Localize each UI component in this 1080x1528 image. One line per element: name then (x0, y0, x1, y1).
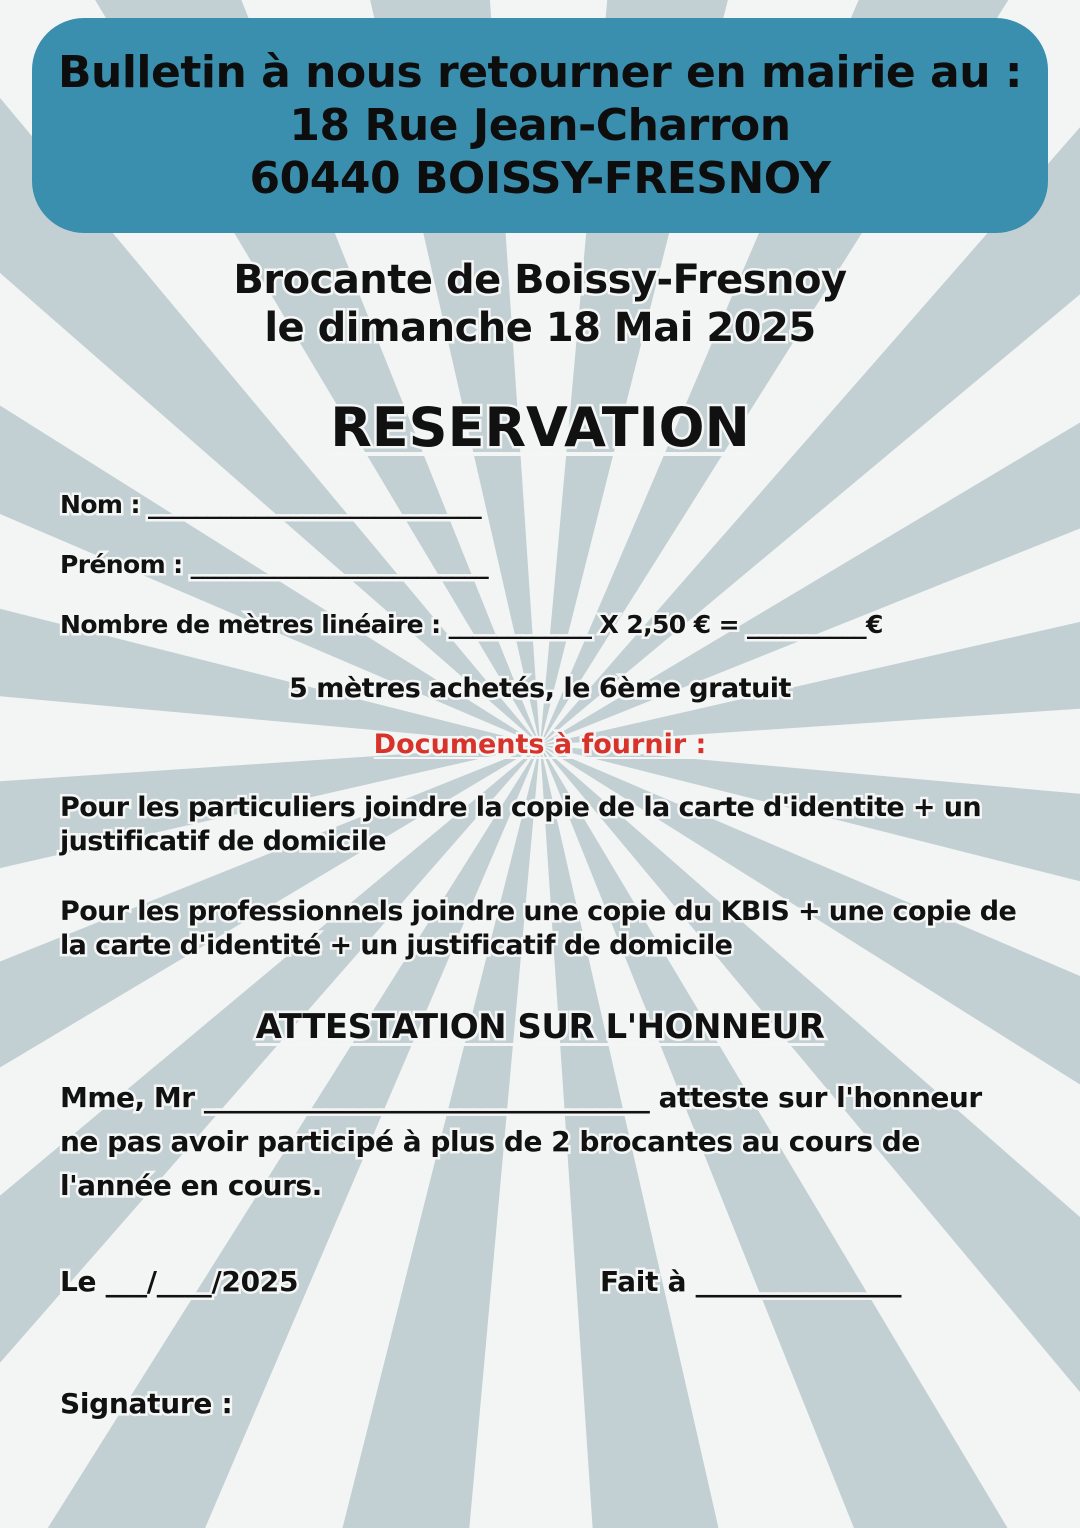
documents-heading-text: Documents à fournir : (373, 729, 707, 760)
prenom-field[interactable]: Prénom : _________________________ (60, 550, 489, 579)
nom-field[interactable]: Nom : ____________________________ (60, 490, 482, 519)
date-field[interactable]: Le ___/____/2025 (60, 1265, 299, 1298)
event-title: Brocante de Boissy-Fresnoy (233, 257, 847, 303)
attestation-heading-text: ATTESTATION SUR L'HONNEUR (255, 1007, 825, 1047)
metres-field[interactable]: Nombre de mètres linéaire : ____________ X 2,50 € = __________€ (60, 610, 883, 639)
attestation-text[interactable]: Mme, Mr _________________________________ atteste sur l'honneur ne pas avoir participé à plus de 2 brocantes au cours de l'année en cours. (60, 1081, 982, 1202)
event-date: le dimanche 18 Mai 2025 (264, 305, 816, 351)
signature-label: Signature : (60, 1387, 233, 1420)
professionnels-text: Pour les professionnels joindre une copie du KBIS + une copie de la carte d'identité + un justificatif de domicile (60, 896, 1017, 961)
reservation-heading (0, 396, 1080, 460)
offer-text: 5 mètres achetés, le 6ème gratuit (289, 673, 791, 704)
header-line-3: 60440 BOISSY-FRESNOY (249, 153, 831, 204)
address-header (32, 18, 1048, 233)
fait-a-field[interactable]: Fait à _______________ (600, 1265, 902, 1298)
reservation-heading-text: RESERVATION (330, 396, 750, 459)
header-line-1: Bulletin à nous retourner en mairie au : (57, 47, 1022, 98)
particuliers-text: Pour les particuliers joindre la copie de la carte d'identite + un justificatif de domicile (60, 792, 981, 857)
attestation-heading (0, 1006, 1080, 1048)
documents-heading (0, 728, 1080, 762)
header-line-2: 18 Rue Jean-Charron (289, 100, 791, 151)
